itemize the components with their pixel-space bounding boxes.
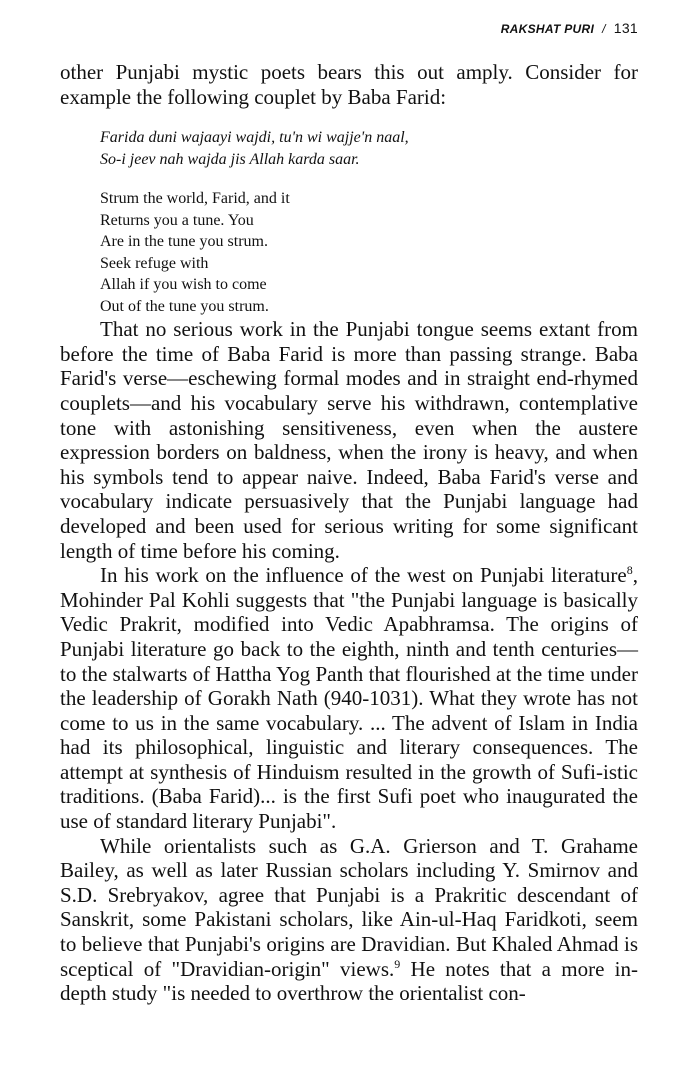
verse-original	[100, 127, 638, 170]
body-paragraph-1: That no serious work in the Punjabi tongue seems extant from before the time of Baba Farid is more than passing strange. Baba Farid's verse—eschewing formal modes and in straight end-rhymed couplets—and his vocabulary serve his withdrawn, contemplative tone with astonishing sensitiveness, even when the austere expression borders on baldness, when the irony is heavy, and when his symbols tend to appear naive. Indeed, Baba Farid's verse and vocabulary indicate persuasively that the Punjabi language had developed and been used for serious writing for some significant length of time before his coming.	[60, 317, 638, 563]
running-head-title: RAKSHAT PURI	[500, 22, 595, 36]
verse-translation-line: Seek refuge with	[100, 254, 209, 272]
verse-translation-line: Strum the world, Farid, and it	[100, 190, 290, 208]
verse-original-line: Farida duni wajaayi wajdi, tu'n wi wajje'n naal,	[100, 129, 409, 147]
verse-translation-line: Allah if you wish to come	[100, 276, 267, 294]
page-number: 131	[613, 20, 638, 36]
header-separator: /	[602, 22, 606, 36]
paragraph-text: In his work on the influence of the west on Punjabi literature	[100, 563, 627, 588]
running-header	[501, 20, 638, 36]
verse-original-line: So-i jeev nah wajda jis Allah karda saar.	[100, 150, 360, 168]
footnote-marker: 8	[626, 563, 633, 578]
footnote-marker: 9	[394, 956, 401, 971]
verse-translation-line: Returns you a tune. You	[100, 211, 254, 229]
paragraph-text: While orientalists such as G.A. Grierson and T. Grahame Bailey, as well as later Russian scholars including Y. Smirnov and S.D. Srebryakov, agree that Punjabi is a Prakritic descendant of Sanskrit, some Pakistani scholars, like Ain-ul-Haq Faridkoti, seem to believe that Punjabi's origins are Dravidian. But Khaled Ahmad is sceptical of "Dravidian-origin" views.	[60, 833, 638, 981]
verse-translation	[100, 188, 638, 317]
paragraph-text: He notes that a more in-depth study "is needed to overthrow the orientalist con-	[60, 956, 638, 1006]
verse-translation-line: Out of the tune you strum.	[100, 297, 269, 315]
page-body	[60, 60, 638, 1006]
body-paragraph-3	[60, 834, 638, 1006]
verse-translation-line: Are in the tune you strum.	[100, 233, 268, 251]
paragraph-text: , Mohinder Pal Kohli suggests that "the Punjabi language is basically Vedic Prakrit, modified into Vedic Apabhramsa. The origins of Punjabi literature go back to the eighth, ninth and tenth centuries—to the stalwarts of Hattha Yog Panth that flourished at the time under the leadership of Gorakh Nath (940-1031). What they wrote has not come to us in the same vocabulary. ... The advent of Islam in India had its philosophical, linguistic and literary consequences. The attempt at synthesis of Hinduism resulted in the growth of Sufi-istic traditions. (Baba Farid)... is the first Sufi poet who inaugurated the use of standard literary Punjabi".	[60, 563, 638, 834]
verse-block	[100, 127, 638, 317]
body-paragraph-2	[60, 563, 638, 834]
intro-paragraph: other Punjabi mystic poets bears this out amply. Consider for example the following couplet by Baba Farid:	[60, 60, 638, 109]
